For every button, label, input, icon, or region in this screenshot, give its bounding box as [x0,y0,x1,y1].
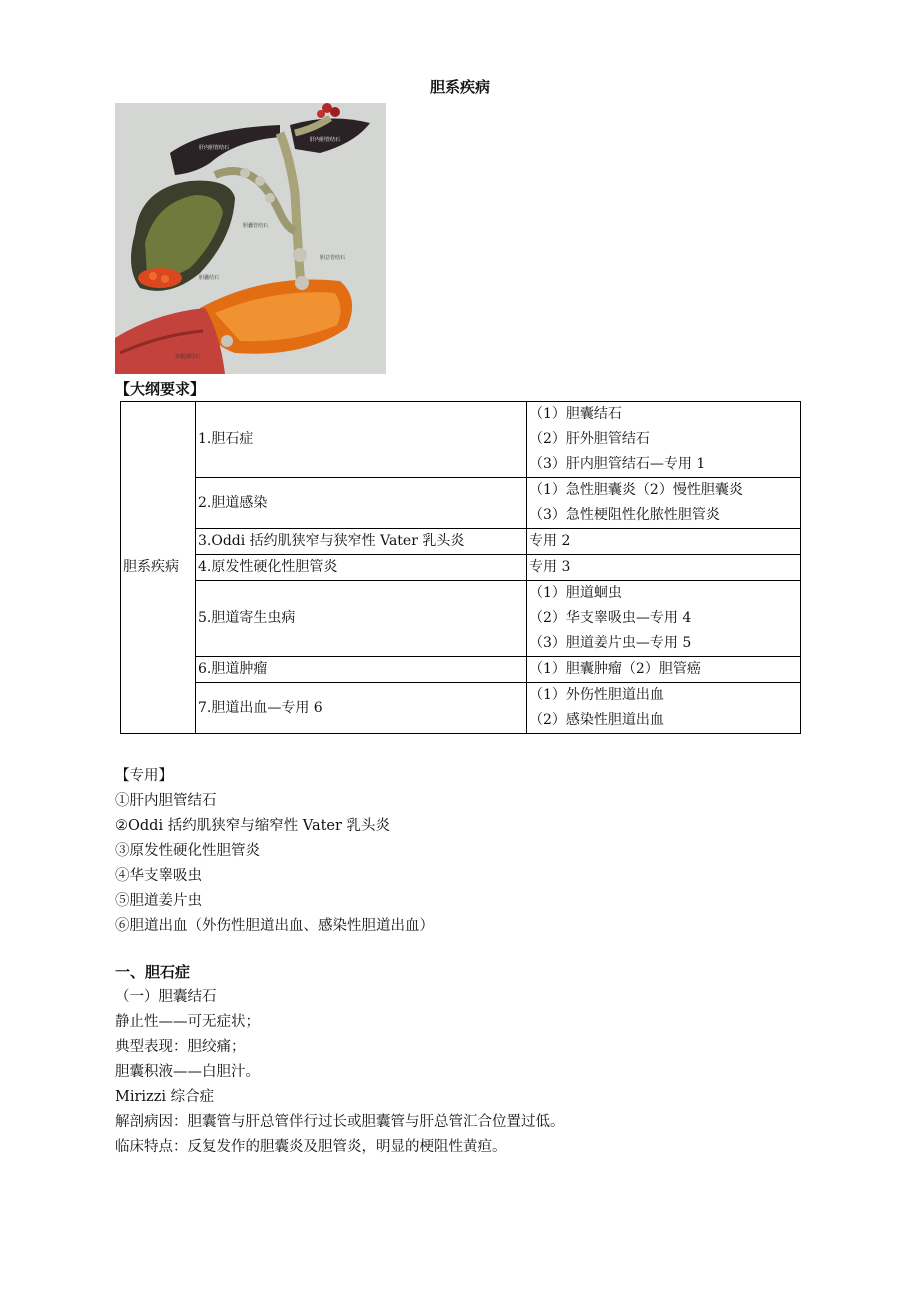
sub-item: （1）胆囊肿瘤（2）胆管癌 [529,661,701,677]
sub-item: （3）急性梗阻性化脓性胆管炎 [529,507,720,523]
list-item: ①肝内胆管结石 [115,793,217,809]
sub-item: 专用 2 [529,533,571,549]
text-line: 静止性——可无症状； [115,1014,260,1030]
sub-cell [527,683,801,734]
table-row [121,657,801,683]
list-item: ④华支睾吸虫 [115,868,202,884]
text-line: 胆囊积液——白胆汁。 [115,1064,260,1080]
list-item: ⑤胆道姜片虫 [115,893,202,909]
figure-label: 肝内胆管结石 [199,145,230,151]
table-row [121,683,801,734]
text-line: Mirizzi 综合症 [115,1089,215,1105]
text-line: （一）胆囊结石 [115,989,217,1005]
sub-item: 专用 3 [529,559,571,575]
table-row [121,529,801,555]
sub-item: （1）外伤性胆道出血 [529,687,664,703]
topic-cell: 2.胆道感染 [196,478,527,529]
figure-label: 壶腹部结石 [175,354,201,360]
sub-cell [527,478,801,529]
sub-cell [527,555,801,581]
sub-cell [527,657,801,683]
topic-cell: 3.Oddi 括约肌狭窄与狭窄性 Vater 乳头炎 [196,529,527,555]
figure-label: 肝内胆管结石 [310,137,341,143]
outline-heading: 【大纲要求】 [115,380,206,398]
figure-label: 胆囊结石 [199,275,220,281]
text-line: 解剖病因：胆囊管与肝总管伴行过长或胆囊管与肝总管汇合位置过低。 [115,1114,565,1130]
sub-cell [527,402,801,478]
page-title: 胆系疾病 [429,78,490,96]
sub-item: （1）胆囊结石 [529,406,622,422]
list-item: ②Oddi 括约肌狭窄与缩窄性 Vater 乳头炎 [115,818,391,834]
text-line: 典型表现：胆绞痛； [115,1039,246,1055]
table-row [121,402,801,478]
section-gallstones [115,960,565,1160]
figure-label: 胆总管结石 [320,255,346,261]
topic-cell: 6.胆道肿瘤 [196,657,527,683]
list-item: ⑥胆道出血（外伤性胆道出血、感染性胆道出血） [115,918,434,934]
sub-item: （2）华支睾吸虫—专用 4 [529,610,692,626]
special-heading: 【专用】 [115,768,173,784]
table-row [121,555,801,581]
sub-item: （3）肝内胆管结石—专用 1 [529,456,706,472]
table-row [121,478,801,529]
special-section [115,764,434,939]
sub-item: （2）感染性胆道出血 [529,712,664,728]
sub-item: （2）肝外胆管结石 [529,431,650,447]
sub-item: （1）胆道蛔虫 [529,585,622,601]
sub-item: （3）胆道姜片虫—专用 5 [529,635,692,651]
group-cell: 胆系疾病 [121,402,196,734]
topic-cell: 4.原发性硬化性胆管炎 [196,555,527,581]
biliary-anatomy-figure [115,103,386,374]
list-item: ③原发性硬化性胆管炎 [115,843,260,859]
topic-cell: 7.胆道出血—专用 6 [196,683,527,734]
topic-cell: 5.胆道寄生虫病 [196,581,527,657]
sub-cell [527,581,801,657]
section-heading: 一、胆石症 [115,963,191,981]
outline-table [120,401,801,734]
text-line: 临床特点：反复发作的胆囊炎及胆管炎，明显的梗阻性黄疸。 [115,1139,507,1155]
sub-cell [527,529,801,555]
topic-cell: 1.胆石症 [196,402,527,478]
sub-item: （1）急性胆囊炎（2）慢性胆囊炎 [529,482,743,498]
figure-label: 胆囊管结石 [243,223,269,229]
table-row [121,581,801,657]
